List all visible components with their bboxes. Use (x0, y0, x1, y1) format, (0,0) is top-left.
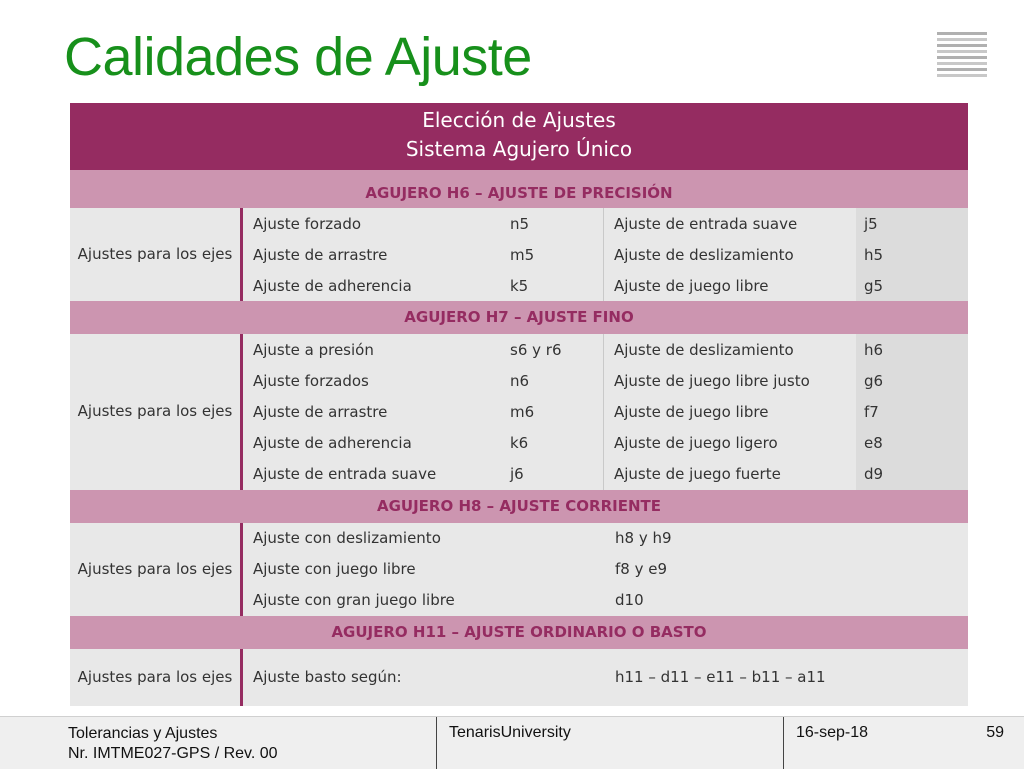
fit-name: Ajuste de juego libre (614, 402, 769, 421)
fit-name: Ajuste a presión (253, 340, 374, 359)
fit-name: Ajuste de deslizamiento (614, 245, 794, 264)
table-row (243, 270, 968, 301)
fit-name: Ajuste de entrada suave (614, 214, 798, 233)
fit-code: j5 (856, 208, 968, 239)
table-banner (70, 103, 968, 170)
fit-code: d10 (615, 591, 644, 610)
table-row (243, 428, 968, 459)
fit-code: d9 (856, 459, 968, 490)
section-h11 (70, 649, 968, 706)
fit-name: Ajuste de arrastre (253, 402, 388, 421)
fit-name: Ajuste de juego libre justo (614, 371, 810, 390)
table-row (243, 523, 968, 554)
fit-code: m5 (500, 239, 604, 270)
section-header-h8: AGUJERO H8 – AJUSTE CORRIENTE (70, 490, 968, 523)
logo-stripes-icon (937, 32, 987, 80)
fit-name: Ajuste de arrastre (253, 245, 388, 264)
footer-doc-title: Tolerancias y Ajustes (68, 725, 218, 742)
slide-footer (0, 716, 1024, 769)
table-row (243, 459, 968, 490)
table-row (243, 365, 968, 396)
footer-date: 16-sep-18 (796, 724, 869, 741)
footer-org: TenarisUniversity (449, 724, 571, 741)
axis-label: Ajustes para los ejes (70, 334, 243, 490)
fit-name: Ajuste de juego fuerte (614, 465, 781, 484)
fit-name: Ajuste con gran juego libre (253, 591, 455, 610)
fit-code: g5 (856, 270, 968, 301)
fits-table (70, 103, 968, 706)
banner-line-2: Sistema Agujero Único (405, 137, 633, 161)
fit-code: h5 (856, 239, 968, 270)
fit-name: Ajuste basto según: (253, 668, 402, 687)
fit-code: h6 (856, 334, 968, 365)
axis-label: Ajustes para los ejes (70, 523, 243, 616)
fit-code: f7 (856, 396, 968, 427)
fit-code: n5 (500, 208, 604, 239)
fit-code: h11 – d11 – e11 – b11 – a11 (615, 668, 826, 687)
fit-name: Ajuste con juego libre (253, 560, 416, 579)
fit-code: h8 y h9 (615, 529, 672, 548)
fit-code: f8 y e9 (615, 560, 668, 579)
fit-name: Ajuste de juego ligero (614, 434, 778, 453)
table-row (243, 396, 968, 427)
fit-name: Ajuste con deslizamiento (253, 529, 441, 548)
section-h6 (70, 208, 968, 301)
section-header-h11: AGUJERO H11 – AJUSTE ORDINARIO O BASTO (70, 616, 968, 649)
fit-code: k6 (500, 428, 604, 459)
fit-code: n6 (500, 365, 604, 396)
fit-name: Ajuste de juego libre (614, 276, 769, 295)
footer-divider (436, 717, 437, 769)
fit-code: g6 (856, 365, 968, 396)
fit-code: m6 (500, 396, 604, 427)
footer-document-info (68, 724, 278, 764)
table-row (243, 585, 968, 616)
table-row (243, 554, 968, 585)
fit-code: j6 (500, 459, 604, 490)
fit-name: Ajuste de entrada suave (253, 465, 437, 484)
page-number: 59 (986, 724, 1004, 741)
section-header-h6: AGUJERO H6 – AJUSTE DE PRECISIÓN (70, 170, 968, 208)
footer-divider (783, 717, 784, 769)
slide-title: Calidades de Ajuste (64, 27, 532, 87)
fit-code: s6 y r6 (500, 334, 604, 365)
fit-name: Ajuste de deslizamiento (614, 340, 794, 359)
table-row (243, 239, 968, 270)
fit-name: Ajuste de adherencia (253, 276, 412, 295)
axis-label: Ajustes para los ejes (70, 649, 243, 706)
fit-code: k5 (500, 270, 604, 301)
fit-code: e8 (856, 428, 968, 459)
table-row (243, 662, 968, 693)
footer-doc-number: Nr. IMTME027-GPS / Rev. 00 (68, 745, 278, 762)
fit-name: Ajuste forzado (253, 214, 362, 233)
section-header-h7: AGUJERO H7 – AJUSTE FINO (70, 301, 968, 334)
axis-label: Ajustes para los ejes (70, 208, 243, 301)
table-row (243, 334, 968, 365)
section-h8 (70, 523, 968, 616)
fit-name: Ajuste forzados (253, 371, 369, 390)
table-row (243, 208, 968, 239)
banner-line-1: Elección de Ajustes (422, 108, 616, 132)
fit-name: Ajuste de adherencia (253, 434, 412, 453)
section-h7 (70, 334, 968, 490)
